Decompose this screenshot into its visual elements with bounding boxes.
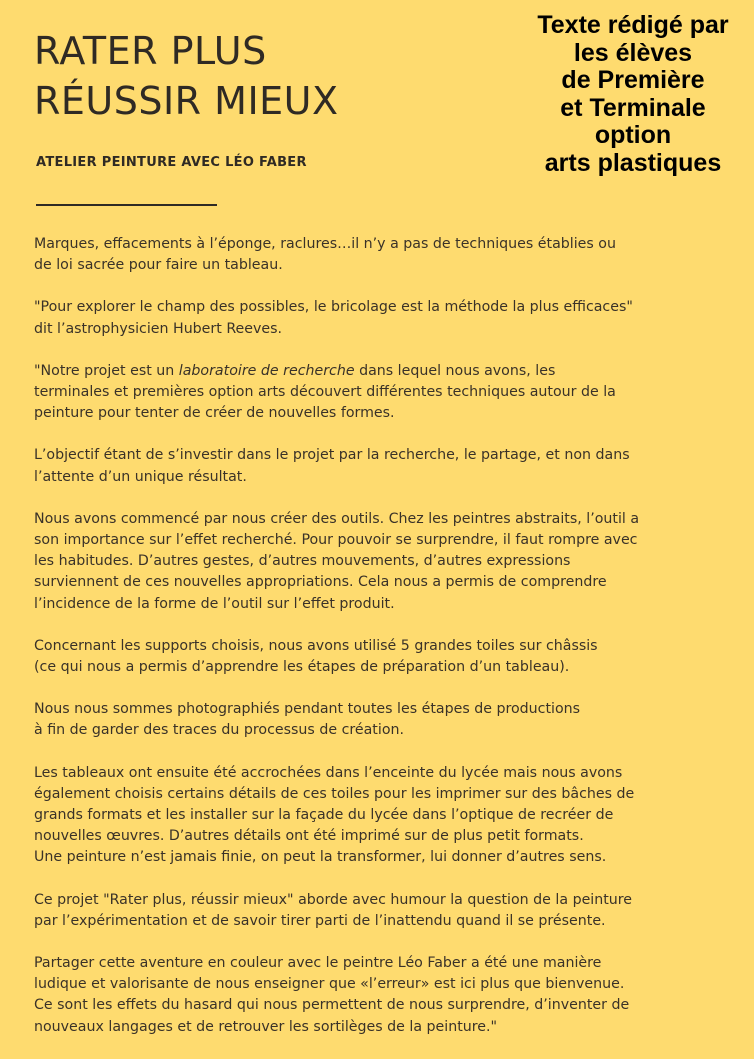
text-line: par l’expérimentation et de savoir tirer parti de l’inattendu quand il se présente. (34, 912, 606, 929)
paragraph-3 (34, 361, 734, 425)
credit-line: et Terminale (560, 93, 706, 122)
credit-line: option (594, 121, 672, 149)
paragraph-7 (34, 699, 734, 741)
paragraph-9 (34, 890, 734, 932)
text-line: dit l’astrophysicien Hubert Reeves. (34, 320, 283, 337)
paragraph-8 (34, 763, 734, 869)
text-line: les habitudes. D’autres gestes, d’autres mouvements, d’autres expressions (34, 553, 571, 570)
credit-line: arts plastiques (544, 148, 722, 177)
emphasis: laboratoire de recherche (178, 362, 355, 379)
text-line: terminales et premières option arts découvert différentes techniques autour de la (34, 384, 616, 401)
paragraph-2 (34, 297, 734, 339)
page-title (34, 26, 339, 126)
text-line: grands formats et les installer sur la façade du lycée dans l’optique de recréer de (34, 807, 614, 824)
text-line: nouvelles œuvres. D’autres détails ont été imprimé sur de plus petit formats. (34, 828, 584, 845)
paragraph-6 (34, 636, 734, 678)
text-line: Ce projet "Rater plus, réussir mieux" aborde avec humour la question de la peinture (34, 891, 633, 908)
text-line: Partager cette aventure en couleur avec le peintre Léo Faber a été une manière (34, 955, 602, 972)
text-line: "Pour explorer le champ des possibles, le bricolage est la méthode la plus efficaces" (34, 299, 633, 316)
paragraph-10 (34, 953, 734, 1038)
credit-line: de Première (561, 66, 705, 94)
title-line-1: RATER PLUS (34, 29, 267, 73)
credit-line: les élèves (573, 38, 693, 67)
text-line: (ce qui nous a permis d’apprendre les étapes de préparation d’un tableau). (34, 659, 570, 676)
text-line: Ce sont les effets du hasard qui nous permettent de nous surprendre, d’inventer de (34, 997, 630, 1014)
text-line: L’objectif étant de s’investir dans le projet par la recherche, le partage, et non dans (34, 447, 630, 464)
text-line: ludique et valorisante de nous enseigner que «l’erreur» est ici plus que bienvenue. (34, 976, 625, 993)
article-body (34, 234, 734, 1059)
paragraph-4 (34, 445, 734, 487)
paragraph-1 (34, 234, 734, 276)
credit-note (502, 12, 754, 177)
text-line: "Notre projet est un laboratoire de recherche dans lequel nous avons, les (34, 362, 556, 379)
paragraph-5 (34, 509, 734, 615)
text-line: Concernant les supports choisis, nous avons utilisé 5 grandes toiles sur châssis (34, 637, 598, 654)
text-line: Nous avons commencé par nous créer des outils. Chez les peintres abstraits, l’outil a (34, 510, 640, 527)
text-line: Une peinture n’est jamais finie, on peut la transformer, lui donner d’autres sens. (34, 849, 607, 866)
subtitle: ATELIER PEINTURE AVEC LÉO FABER (36, 155, 307, 170)
credit-line: Texte rédigé par (537, 11, 729, 39)
text-line: nouveaux langages et de retrouver les sortilèges de la peinture." (34, 1018, 498, 1035)
title-line-2: RÉUSSIR MIEUX (34, 79, 339, 123)
text-line: l’incidence de la forme de l’outil sur l’effet produit. (34, 595, 395, 612)
text-line: Les tableaux ont ensuite été accrochées dans l’enceinte du lycée mais nous avons (34, 764, 623, 781)
text-line: l’attente d’un unique résultat. (34, 468, 247, 485)
text-line: surviennent de ces nouvelles appropriations. Cela nous a permis de comprendre (34, 574, 607, 591)
text-line: de loi sacrée pour faire un tableau. (34, 257, 283, 274)
text-line: également choisis certains détails de ces toiles pour les imprimer sur des bâches de (34, 785, 635, 802)
text-line: son importance sur l’effet recherché. Pour pouvoir se surprendre, il faut rompre avec (34, 532, 638, 549)
divider (36, 204, 217, 206)
text-line: peinture pour tenter de créer de nouvelles formes. (34, 405, 395, 422)
text-line: Nous nous sommes photographiés pendant toutes les étapes de productions (34, 701, 581, 718)
text-line: à fin de garder des traces du processus de création. (34, 722, 404, 739)
text-line: Marques, effacements à l’éponge, raclures…il n’y a pas de techniques établies ou (34, 236, 616, 252)
